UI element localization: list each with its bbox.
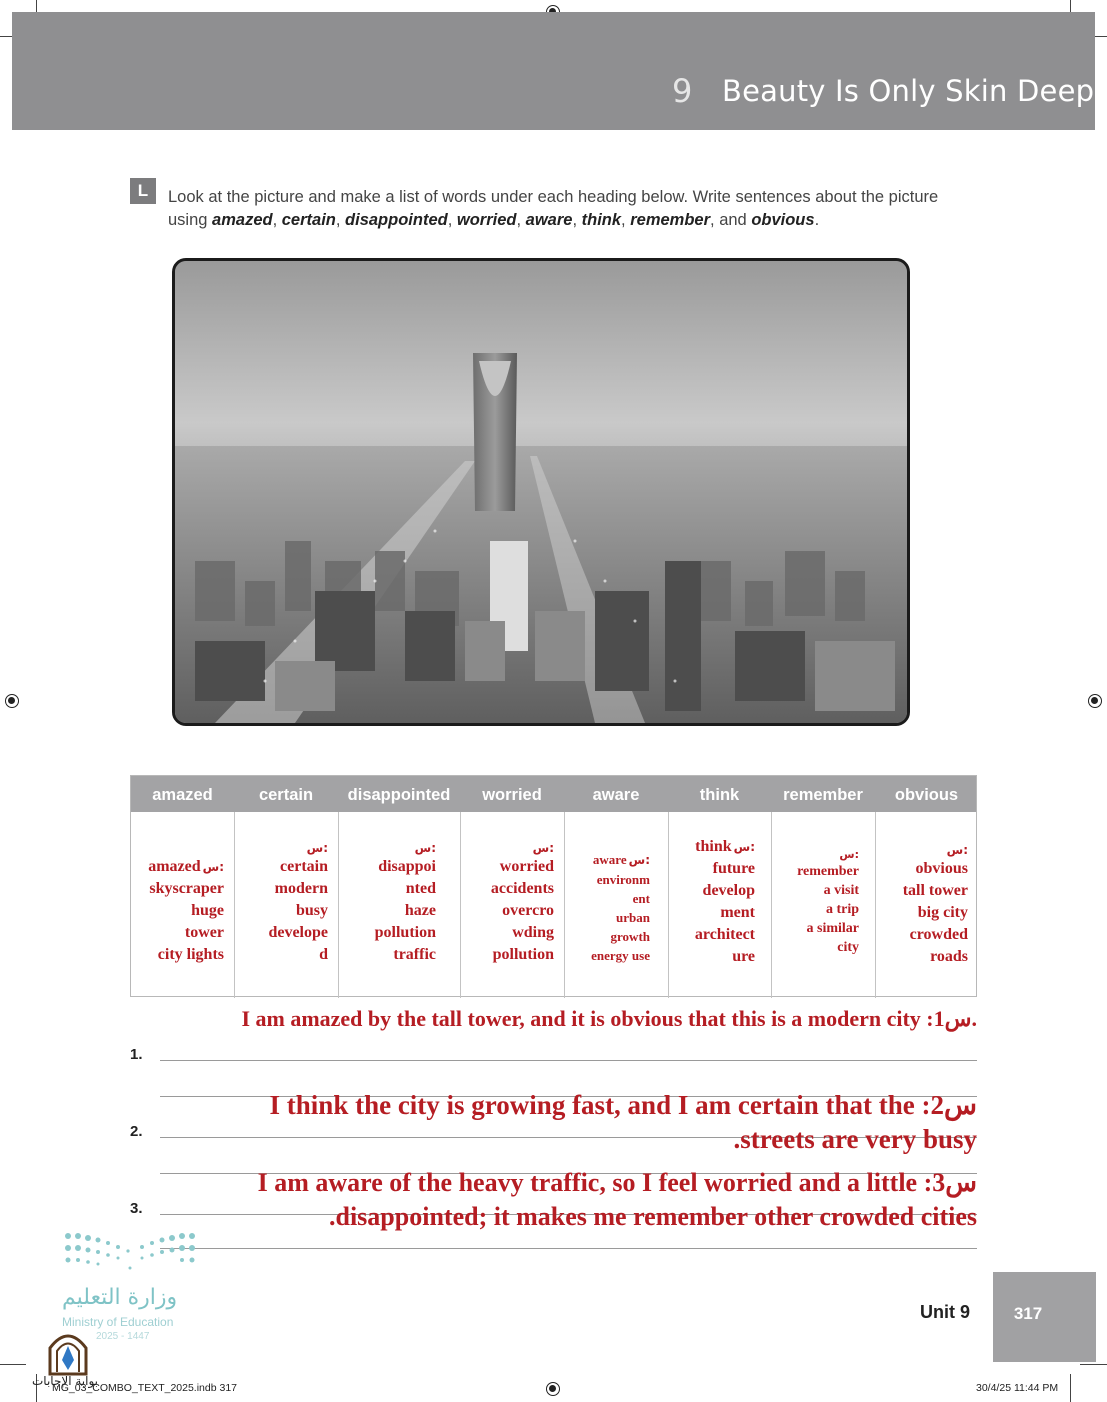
- registration-mark-icon: [5, 694, 19, 708]
- vocabulary-table: [130, 775, 977, 997]
- exercise-instruction: Look at the picture and make a list of words under each heading below. Write sentences about the picture using amazed, certain, disappointed, worried, aware, think, remember, and obvious.: [168, 188, 939, 229]
- word-certain: certain: [281, 211, 336, 229]
- column-header-amazed: amazed: [152, 786, 213, 804]
- city-skyline-photo: [172, 258, 910, 726]
- answer-3-line-1: I am aware of the heavy traffic, so I feel worried and a little :3س: [257, 1168, 977, 1197]
- header-band: [12, 12, 1095, 130]
- word-remember: remember: [630, 211, 711, 229]
- ministry-name-arabic: وزارة التعليم: [62, 1285, 178, 1310]
- table-cell-certain: س: certain modern busy develope d: [268, 841, 328, 963]
- word-think: think: [581, 211, 622, 229]
- table-cell-remember: س: remember a visit a trip a similar city: [797, 848, 859, 955]
- table-cell-worried: س: worried accidents overcro wding pollution: [490, 841, 554, 963]
- word-disappointed: disappointed: [345, 211, 448, 229]
- column-header-think: think: [699, 786, 740, 804]
- word-amazed: amazed: [212, 211, 273, 229]
- answer-number-3: 3.: [130, 1200, 143, 1217]
- column-header-remember: remember: [783, 786, 863, 804]
- page-number: 317: [1013, 1304, 1043, 1323]
- answer-2-line-1: I think the city is growing fast, and I am certain that the :2س: [269, 1090, 977, 1120]
- word-worried: worried: [456, 211, 517, 229]
- ministry-logo-dots-icon: [62, 1230, 198, 1274]
- exercise-letter-badge: L: [130, 178, 156, 204]
- table-cell-obvious: س: obvious tall tower big city crowded roads: [902, 843, 968, 965]
- column-header-aware: aware: [592, 786, 640, 804]
- answer-3-line-2: .disappointed; it makes me remember other crowded cities: [329, 1202, 977, 1231]
- answers-portal-emblem-icon: [46, 1326, 90, 1376]
- answer-number-1: 1.: [130, 1046, 143, 1063]
- table-cell-think: think س: future develop ment architect ure: [694, 838, 755, 965]
- column-header-worried: worried: [482, 786, 542, 804]
- print-datetime: 30/4/25 11:44 PM: [976, 1382, 1059, 1394]
- table-cell-aware: aware س: environm ent urban growth energy use: [591, 852, 650, 963]
- answer-2-line-2: .streets are very busy: [733, 1124, 977, 1154]
- answer-number-2: 2.: [130, 1123, 143, 1140]
- column-header-certain: certain: [258, 786, 314, 804]
- ministry-name-english: Ministry of Education: [62, 1315, 174, 1329]
- unit-number: 9: [672, 72, 693, 110]
- answer-1: I am amazed by the tall tower, and it is obvious that this is a modern city :1س.: [241, 1006, 977, 1031]
- registration-mark-icon: [1088, 694, 1102, 708]
- unit-title: Beauty Is Only Skin Deep: [722, 74, 1095, 108]
- table-cell-amazed: amazed س: skyscraper huge tower city lights: [148, 858, 224, 963]
- table-cell-disappointed: س: disappoi nted haze pollution traffic: [374, 841, 436, 963]
- registration-mark-icon: [546, 1382, 560, 1396]
- unit-label: Unit 9: [920, 1302, 971, 1322]
- column-header-disappointed: disappointed: [347, 786, 451, 804]
- column-header-obvious: obvious: [894, 786, 959, 804]
- answers-portal-label: بوابة الإجابات: [32, 1374, 99, 1388]
- page-number-box: [993, 1272, 1096, 1362]
- word-obvious: obvious: [751, 211, 815, 229]
- word-aware: aware: [525, 211, 573, 229]
- ministry-year: 2025 - 1447: [96, 1331, 150, 1342]
- file-info: MG_03_COMBO_TEXT_2025.indb 317: [52, 1382, 238, 1394]
